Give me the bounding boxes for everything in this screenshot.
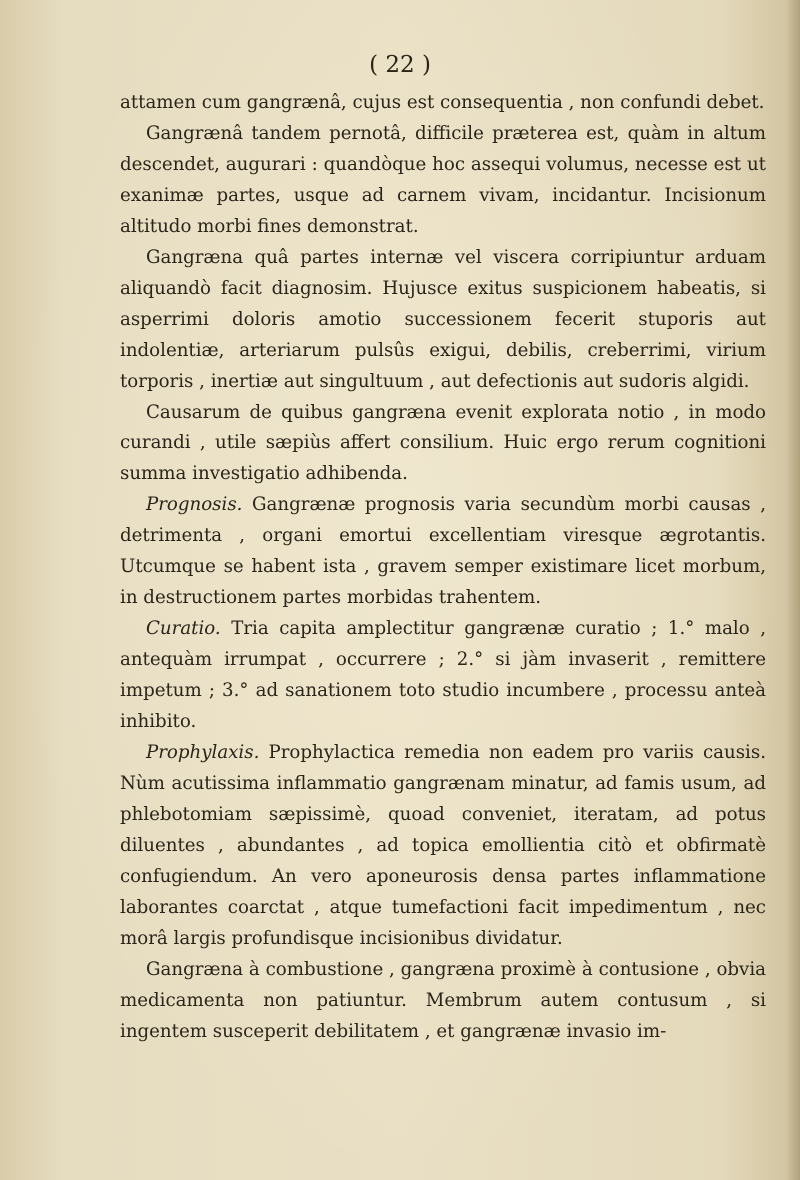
- paragraph: Gangræna à combustione , gangræna proximè à contusione , obvia medicamenta non patiuntur. Membrum autem contusum , si ingentem susceperit debilitatem , et gangrænæ invasio im-: [120, 958, 766, 1042]
- paragraph: Gangrænâ tandem pernotâ, difficile præterea est, quàm in altum descendet, augurari : quandòque hoc assequi volumus, necesse est ut exanimæ partes, usque ad carnem vivam, incidantur. Incisionum altitudo morbi fines demonstrat.: [120, 122, 766, 237]
- paragraph: Gangræna quâ partes internæ vel viscera corripiuntur arduam aliquandò facit diagnosim. Hujusce exitus suspicionem habeatis, si asperrimi doloris amotio successionem fecerit stuporis aut indolentiæ, arteriarum pulsûs exigui, debilis, creberrimi, virium torporis , inertiæ aut singultuum , aut defectionis aut sudoris algidi.: [120, 246, 766, 392]
- prognosis-text: Gangrænæ prognosis varia secundùm morbi causas , detrimenta , organi emortui excellentiam viresque ægrotantis. Utcumque se habent ista , gravem semper existimare licet morbum, in destructionem partes morbidas trahentem.: [120, 494, 766, 609]
- curatio-heading: Curatio.: [146, 618, 221, 640]
- prophylaxis-heading: Prophylaxis.: [146, 742, 260, 764]
- curatio-section: [120, 614, 766, 738]
- body-text: [120, 88, 766, 1048]
- prophylaxis-text: Prophylactica remedia non eadem pro variis causis. Nùm acutissima inflammatio gangrænam minatur, ad famis usum, ad phlebotomiam sæpissimè, quoad conveniet, iteratam, ad potus diluentes , abundantes , ad topica emollientia citò et obfirmatè confugiendum. An vero aponeurosis densa partes inflammatione laborantes coarctat , atque tumefactioni facit impedimentum , nec morâ largis profundisque incisionibus dividatur.: [120, 742, 766, 949]
- paragraph: attamen cum gangrænâ, cujus est consequentia , non confundi debet.: [120, 92, 765, 113]
- prognosis-heading: Prognosis.: [146, 494, 243, 516]
- curatio-text: Tria capita amplectitur gangrænæ curatio ; 1.° malo , antequàm irrumpat , occurrere ; 2.° si jàm invaserit , remittere impetum ; 3.° ad sanationem toto studio incumbere , processu anteà inhibito.: [120, 618, 766, 733]
- page-number: ( 22 ): [369, 52, 431, 78]
- page-edge-shadow: [786, 0, 800, 1180]
- paragraph: Causarum de quibus gangræna evenit explorata notio , in modo curandi , utile sæpiùs affert consilium. Huic ergo rerum cognitioni summa investigatio adhibenda.: [120, 401, 766, 485]
- prophylaxis-section: [120, 738, 766, 955]
- prognosis-section: [120, 490, 766, 614]
